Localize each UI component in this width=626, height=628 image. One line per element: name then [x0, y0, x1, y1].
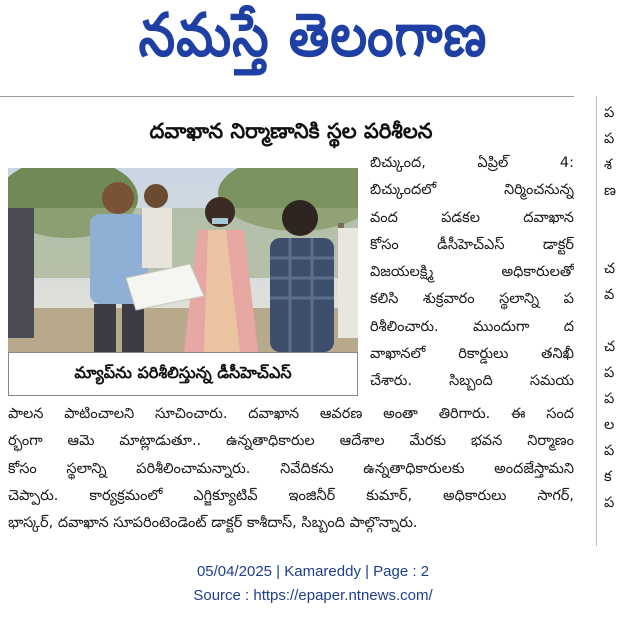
- text-line: కలిసి శుక్రవారం స్థలాన్ని ప: [370, 291, 574, 308]
- photo-caption: మ్యాప్‌ను పరిశీలిస్తున్న డీసీహెచ్‌ఎస్: [8, 352, 358, 396]
- dateline: 05/04/2025 | Kamareddy | Page : 2: [196, 563, 430, 580]
- fragment-line: ప: [604, 443, 615, 459]
- fragment-line: [604, 230, 626, 256]
- source-link[interactable]: Source : https://epaper.ntnews.com/: [193, 587, 433, 604]
- fragment-line: ప: [604, 131, 615, 147]
- fragment-line: క: [604, 469, 612, 485]
- text-line: చెప్పారు. కార్యక్రమంలో ఎగ్జిక్యూటివ్ ఇంజినీర్ కుమార్, అధికారులు సాగర్,: [8, 487, 574, 504]
- fragment-line: ప: [604, 105, 615, 121]
- text-line: కోసం డీసీహెచ్‌ఎస్ డాక్టర్: [370, 236, 574, 253]
- article-body-full-width: [8, 401, 574, 537]
- fragment-line: చ: [604, 339, 616, 355]
- fragment-line: ణ: [604, 183, 616, 199]
- fragment-line: ప: [604, 365, 615, 381]
- text-line: కోసం స్థలాన్ని పరిశీలించామన్నారు. నివేదికను ఉన్నతాధికారులకు అందజేస్తామని: [8, 460, 574, 477]
- footer: [0, 560, 626, 608]
- fragment-line: వ: [604, 287, 615, 303]
- text-line: వాఖానలో రికార్డులు తనిఖీ: [370, 346, 574, 363]
- text-line: బిచ్కుంద, ఏప్రిల్ 4:: [370, 155, 574, 171]
- fragment-line: శ: [604, 157, 612, 173]
- column-divider: [596, 96, 597, 546]
- fragment-line: [604, 204, 626, 230]
- divider: [0, 96, 574, 97]
- newspaper-title: నమస్తే తెలంగాణ: [138, 1, 488, 71]
- photo-illustration: [8, 168, 358, 352]
- fragment-line: ప: [604, 495, 615, 511]
- masthead: [0, 1, 626, 82]
- fragment-line: ప: [604, 391, 615, 407]
- text-line: బిచ్కుందలో నిర్మించనున్న: [370, 182, 574, 199]
- text-line: చేశారు. సిబ్బంది సమయ: [370, 373, 574, 390]
- article-body-side-column: [370, 150, 574, 396]
- article-headline: దవాఖాన నిర్మాణానికి స్థల పరిశీలన: [149, 119, 433, 143]
- news-photo: [8, 168, 358, 352]
- text-line: భాస్కర్, దవాఖాన సూపరింటెండెంట్ డాక్టర్ కాశీదాస్, సిబ్బంది పాల్గొన్నారు.: [8, 515, 418, 532]
- text-line: పాలన పాటించాలని సూచించారు. దవాఖాన ఆవరణ అంతా తిరిగారు. ఈ సంద: [8, 406, 574, 422]
- fragment-line: చ: [604, 261, 616, 277]
- fragment-line: ల: [604, 417, 615, 433]
- adjacent-column-fragment: [604, 100, 626, 540]
- fragment-line: [604, 308, 626, 334]
- text-line: విజయలక్ష్మి అధికారులతో: [370, 264, 574, 281]
- text-line: ర్భంగా ఆమె మాట్లాడుతూ.. ఉన్నతాధికారుల ఆదేశాల మేరకు భవన నిర్మాణం: [8, 433, 574, 450]
- text-line: రిశీలించారు. ముందుగా ద: [370, 318, 574, 335]
- text-line: వంద పడకల దవాఖాన: [370, 209, 574, 226]
